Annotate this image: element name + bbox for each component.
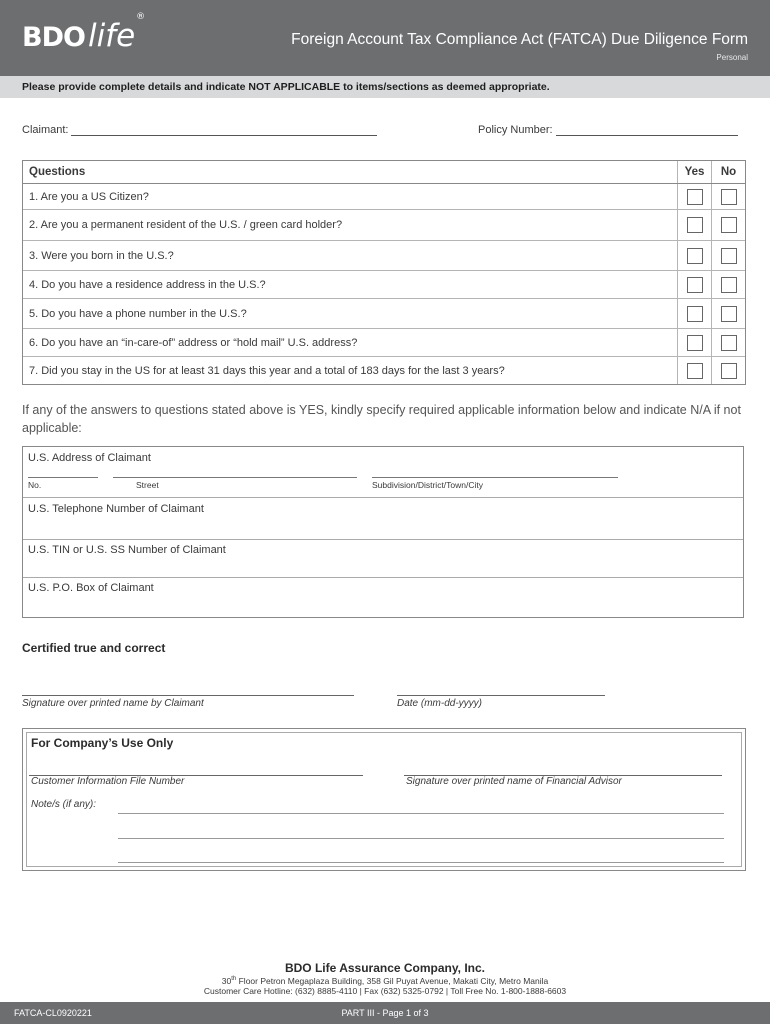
us-address-section: [23, 447, 743, 498]
company-address: [0, 976, 770, 986]
notes-line[interactable]: [118, 862, 724, 863]
us-pobox-label: U.S. P.O. Box of Claimant: [28, 582, 154, 594]
yes-checkbox[interactable]: [687, 248, 703, 264]
company-name: BDO Life Assurance Company, Inc.: [284, 961, 486, 975]
notes-label: Note/s (if any):: [31, 799, 97, 810]
yes-checkbox[interactable]: [687, 335, 703, 351]
address-floor: 30: [221, 976, 232, 986]
question-text: 7. Did you stay in the US for at least 31 days this year and a total of 183 days for the last 3 years?: [29, 364, 505, 377]
question-text: 2. Are you a permanent resident of the U.S. / green card holder?: [29, 219, 343, 231]
company-use-inner-border: [26, 732, 742, 867]
us-address-label: U.S. Address of Claimant: [28, 452, 151, 464]
cif-number-caption: Customer Information File Number: [31, 776, 185, 787]
address-number-line[interactable]: [28, 477, 98, 478]
no-checkbox[interactable]: [721, 335, 737, 351]
yes-checkbox[interactable]: [687, 217, 703, 233]
question-row: [23, 241, 745, 271]
address-city-caption: Subdivision/District/Town/City: [372, 480, 484, 490]
footer-bar: [0, 1002, 770, 1024]
questions-header: [23, 161, 745, 184]
question-text: 1. Are you a US Citizen?: [29, 190, 149, 203]
question-row: [23, 299, 745, 329]
address-street-caption: Street: [136, 480, 159, 490]
date-caption: Date (mm-dd-yyyy): [397, 698, 483, 709]
question-text: 6. Do you have an “in-care-of” address or “hold mail” U.S. address?: [29, 336, 358, 349]
form-subtitle: Personal: [716, 53, 748, 62]
company-hotline: Customer Care Hotline: (632) 8885-4110 | Fax (632) 5325-0792 | Toll Free No. 1-800-1888-6603: [203, 986, 567, 996]
no-checkbox[interactable]: [721, 217, 737, 233]
address-city-line[interactable]: [372, 477, 618, 478]
form-title: Foreign Account Tax Compliance Act (FATCA) Due Diligence Form: [291, 31, 748, 48]
company-use-title: For Company’s Use Only: [31, 736, 174, 750]
date-line[interactable]: [397, 695, 605, 696]
policy-number-label: Policy Number:: [478, 124, 553, 136]
no-checkbox[interactable]: [721, 277, 737, 293]
claimant-blank[interactable]: [71, 125, 377, 136]
logo-life: life: [87, 18, 136, 54]
no-checkbox[interactable]: [721, 363, 737, 379]
notes-line[interactable]: [118, 838, 724, 839]
bdo-life-logo: [22, 12, 146, 54]
conditional-instruction: If any of the answers to questions stated above is YES, kindly specify required applicable information below and indicate N/A if not applicable:: [22, 403, 741, 435]
policy-number-field[interactable]: [478, 124, 738, 136]
question-row: [23, 357, 745, 384]
us-tin-section[interactable]: [23, 540, 743, 578]
question-text: 4. Do you have a residence address in the U.S.?: [29, 278, 266, 291]
yes-checkbox[interactable]: [687, 189, 703, 205]
address-number-caption: No.: [28, 480, 42, 490]
no-checkbox[interactable]: [721, 248, 737, 264]
us-phone-section[interactable]: [23, 498, 743, 540]
us-phone-label: U.S. Telephone Number of Claimant: [28, 503, 204, 515]
instruction-banner: Please provide complete details and indicate NOT APPLICABLE to items/sections as deemed appropriate.: [0, 76, 770, 98]
address-floor-suffix: th: [231, 976, 237, 983]
claimant-label: Claimant:: [22, 124, 69, 136]
question-row: [23, 210, 745, 241]
policy-number-blank[interactable]: [556, 125, 738, 136]
questions-header-label: Questions: [29, 166, 86, 178]
header-bar: [0, 0, 770, 76]
yes-checkbox[interactable]: [687, 306, 703, 322]
us-information-box: [22, 446, 744, 618]
no-checkbox[interactable]: [721, 189, 737, 205]
certification-title: Certified true and correct: [22, 641, 166, 655]
question-text: 3. Were you born in the U.S.?: [29, 249, 174, 262]
claimant-signature-line[interactable]: [22, 695, 354, 696]
company-use-box: [22, 728, 746, 871]
yes-column-header: Yes: [677, 161, 711, 183]
no-column-header: No: [711, 161, 745, 183]
form-code: FATCA-CL0920221: [14, 1008, 92, 1018]
yes-checkbox[interactable]: [687, 363, 703, 379]
questions-table: [22, 160, 746, 385]
address-street-line[interactable]: [113, 477, 357, 478]
logo-brand: BDO: [22, 22, 85, 53]
question-row: [23, 184, 745, 210]
advisor-signature-caption: Signature over printed name of Financial Advisor: [406, 776, 622, 787]
no-checkbox[interactable]: [721, 306, 737, 322]
claimant-signature-caption: Signature over printed name by Claimant: [22, 698, 204, 709]
yes-checkbox[interactable]: [687, 277, 703, 293]
question-row: [23, 329, 745, 357]
us-pobox-section[interactable]: [23, 578, 743, 617]
notes-line[interactable]: [118, 813, 724, 814]
page-indicator: PART III - Page 1 of 3: [341, 1008, 429, 1018]
question-row: [23, 271, 745, 299]
question-text: 5. Do you have a phone number in the U.S.?: [29, 307, 247, 320]
us-tin-label: U.S. TIN or U.S. SS Number of Claimant: [28, 544, 226, 556]
claimant-field[interactable]: [22, 124, 377, 136]
logo-registered-mark: ®: [136, 12, 146, 22]
address-rest: Floor Petron Megaplaza Building, 358 Gil Puyat Avenue, Makati City, Metro Manila: [236, 976, 549, 986]
